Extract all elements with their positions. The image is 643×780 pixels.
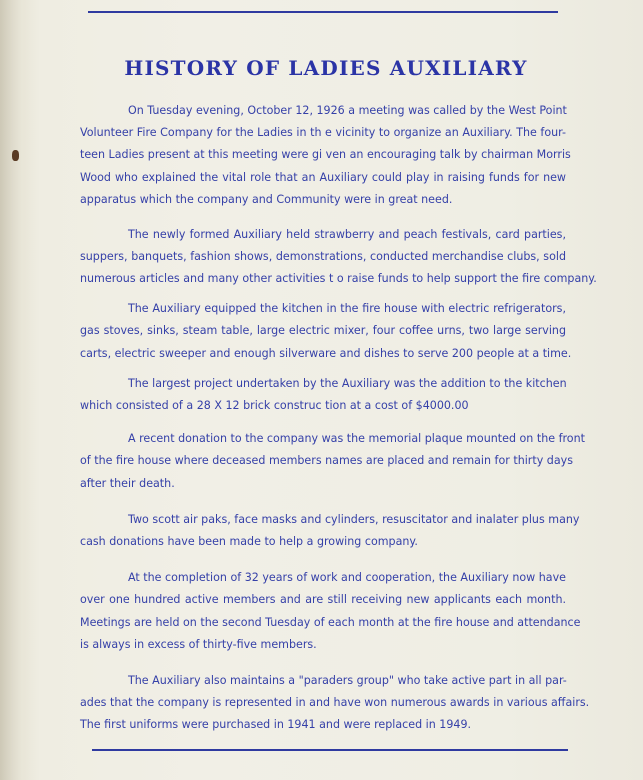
paragraph-3 bbox=[80, 298, 572, 365]
text-line: ades that the company is represented in and have won numerous awards in various affairs. bbox=[80, 696, 590, 710]
paragraph-7 bbox=[80, 567, 581, 656]
binding-spine bbox=[0, 0, 30, 780]
text-line: On Tuesday evening, October 12, 1926 a meeting was called by the West Point bbox=[128, 104, 567, 117]
text-line: The Auxiliary equipped the kitchen in the fire house with electric refrigerators, bbox=[128, 302, 566, 316]
paragraph-1 bbox=[80, 100, 571, 211]
paragraph-8 bbox=[80, 670, 590, 737]
text-line: At the completion of 32 years of work and cooperation, the Auxiliary now have bbox=[128, 571, 566, 585]
text-line: Two scott air paks, face masks and cylinders, resuscitator and inalater plus many bbox=[128, 512, 580, 526]
text-line: suppers, banquets, fashion shows, demonstrations, conducted merchandise clubs, sold bbox=[80, 249, 566, 263]
paragraph-4 bbox=[80, 373, 566, 417]
text-line: A recent donation to the company was the memorial plaque mounted on the front bbox=[128, 432, 585, 446]
paragraph-5 bbox=[80, 428, 585, 495]
staple-mark bbox=[12, 150, 19, 161]
body-text bbox=[80, 100, 597, 737]
text-line: which consisted of a 28 X 12 brick construc tion at a cost of $4000.00 bbox=[80, 398, 469, 412]
page-title: HISTORY OF LADIES AUXILIARY bbox=[124, 56, 528, 80]
text-line: after their death. bbox=[80, 476, 175, 490]
text-line: Volunteer Fire Company for the Ladies in th e vicinity to organize an Auxiliary. The four- bbox=[80, 126, 566, 140]
paragraph-2 bbox=[80, 224, 597, 291]
text-line: The Auxiliary also maintains a "paraders group" who take active part in all par- bbox=[128, 673, 567, 687]
text-line: The newly formed Auxiliary held strawberry and peach festivals, card parties, bbox=[128, 227, 566, 241]
text-line: Meetings are held on the second Tuesday of each month at the fire house and attendance bbox=[80, 615, 581, 629]
bottom-rule bbox=[92, 749, 568, 751]
text-line: carts, electric sweeper and enough silverware and dishes to serve 200 people at a time. bbox=[80, 346, 572, 360]
text-line: The first uniforms were purchased in 1941 and were replaced in 1949. bbox=[80, 718, 472, 732]
text-line: numerous articles and many other activities t o raise funds to help support the fire company. bbox=[80, 271, 597, 285]
text-line: Wood who explained the vital role that an Auxiliary could play in raising funds for new bbox=[80, 170, 566, 184]
text-line: is always in excess of thirty-five members. bbox=[80, 637, 317, 651]
text-line: over one hundred active members and are still receiving new applicants each month. bbox=[80, 593, 566, 607]
top-rule bbox=[88, 11, 558, 13]
text-line: gas stoves, sinks, steam table, large electric mixer, four coffee urns, two large serving bbox=[80, 324, 566, 338]
text-line: of the fire house where deceased members names are placed and remain for thirty days bbox=[80, 454, 573, 468]
text-line: cash donations have been made to help a growing company. bbox=[80, 534, 418, 548]
text-line: The largest project undertaken by the Auxiliary was the addition to the kitchen bbox=[128, 376, 567, 390]
paragraph-6 bbox=[80, 509, 580, 553]
text-line: apparatus which the company and Community were in great need. bbox=[80, 192, 453, 206]
text-line: teen Ladies present at this meeting were gi ven an encouraging talk by chairman Morris bbox=[80, 148, 571, 162]
